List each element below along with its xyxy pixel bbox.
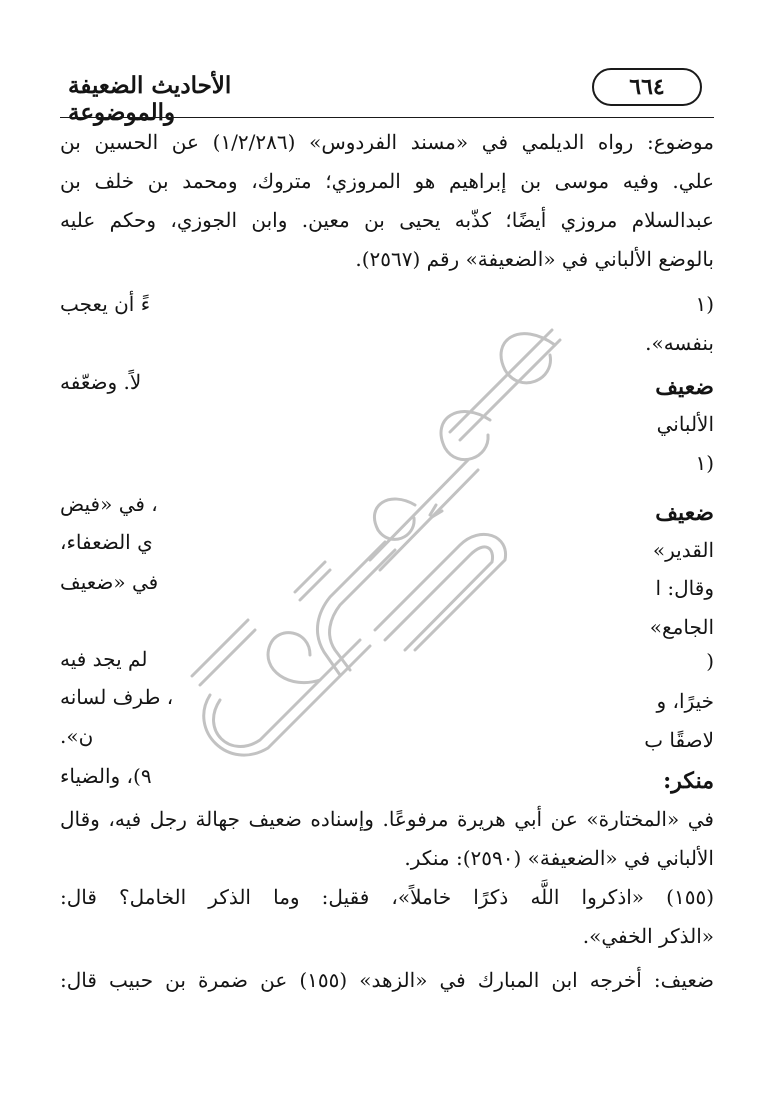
text-line: ضعيف: أخرجه ابن المبارك في «الزهد» (١٥٥) عن ضمرة بن حبيب قال: <box>60 968 714 992</box>
fragment-right: وقال: ا <box>655 576 714 600</box>
fragment-right: القدير» <box>652 538 714 562</box>
fragment-right: ضعيف <box>655 500 714 526</box>
fragment-right: (١ <box>695 292 714 316</box>
text-line: بالوضع الألباني في «الضعيفة» رقم (٢٥٦٧). <box>355 247 714 271</box>
page-number-badge <box>592 68 702 106</box>
fragment-left: ءً أن يعجب <box>60 292 151 316</box>
fragment-left: في «ضعيف <box>60 570 159 594</box>
fragment-left: ٩)، والضياء <box>60 764 152 788</box>
page-number: ٦٦٤ <box>629 74 665 100</box>
text-line: «الذكر الخفي». <box>582 924 714 948</box>
running-title: الأحاديث الضعيفة والموضوعة <box>68 72 232 126</box>
text-line: عبدالسلام مروزي أيضًا؛ كذّبه يحيى بن معين. وابن الجوزي، وحكم عليه <box>60 208 714 232</box>
fragment-right: الجامع» <box>649 615 714 639</box>
text-line: (١٥٥) «اذكروا اللَّه ذكرًا خاملاً»، فقيل: وما الذكر الخامل؟ قال: <box>60 885 714 909</box>
text-line: الألباني في «الضعيفة» (٢٥٩٠): منكر. <box>404 846 714 870</box>
fragment-right: بنفسه». <box>645 331 714 355</box>
text-line: موضوع: رواه الديلمي في «مسند الفردوس» (١/٢/٢٨٦) عن الحسين بن <box>60 130 714 154</box>
fragment-right: لاصقًا ب <box>644 728 714 752</box>
fragment-right: منكر: <box>663 768 714 794</box>
text-line: في «المختارة» عن أبي هريرة مرفوعًا. وإسناده ضعيف جهالة رجل فيه، وقال <box>60 807 714 831</box>
page-header <box>0 0 768 126</box>
fragment-right: ضعيف <box>655 374 714 400</box>
text-line: علي. وفيه موسى بن إبراهيم هو المروزي؛ متروك، ومحمد بن خلف بن <box>60 169 714 193</box>
fragment-left: لم يجد فيه <box>60 647 148 671</box>
fragment-right: الألباني <box>656 412 714 436</box>
fragment-left: ن». <box>60 724 94 748</box>
fragment-right: (١ <box>695 451 714 475</box>
fragment-right: ( <box>706 649 714 673</box>
watermark-calligraphy <box>160 300 620 780</box>
header-rule <box>60 117 714 118</box>
fragment-left: لاً. وضعّفه <box>60 370 142 394</box>
fragment-right: خيرًا، و <box>656 689 714 713</box>
fragment-left: ، في «فيض <box>60 492 158 516</box>
fragment-left: ، طرف لسانه <box>60 685 174 709</box>
fragment-left: ي الضعفاء، <box>60 530 153 554</box>
